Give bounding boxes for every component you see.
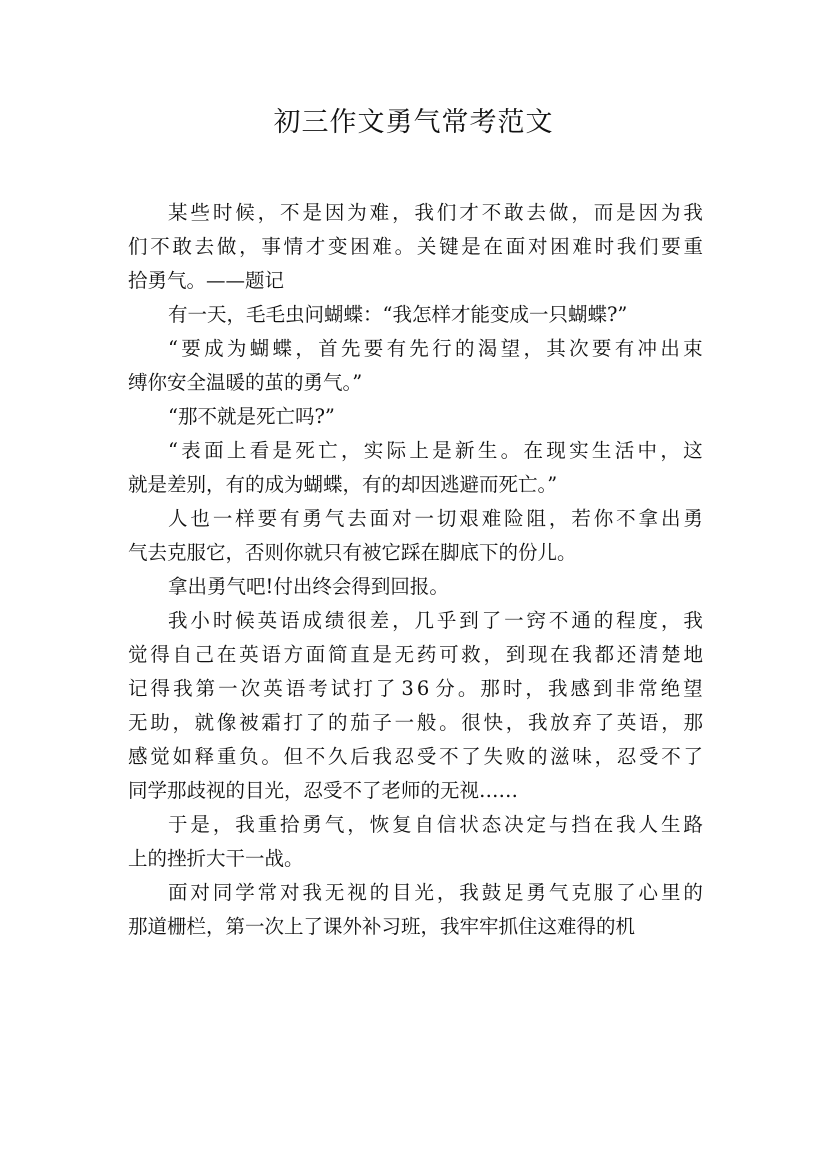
text-line: 拾勇气。——题记 [128, 269, 285, 292]
text-line: 记 得 我 第 一 次 英 语 考 试 打 了 3 6 分 。 那 时 ， 我 感 到 非 常 绝 望 [128, 677, 703, 700]
text-line: 面 对 同 学 常 对 我 无 视 的 目 光 ， 我 鼓 足 勇 气 克 服 了 心 里 的 [168, 881, 703, 904]
text-line: 就是差别，有的成为蝴蝶，有的却因逃避而死亡。” [128, 473, 558, 496]
text-line: 无 助 ， 就 像 被 霜 打 了 的 茄 子 一 般 。 很 快 ， 我 放 弃 了 英 语 ， 那 [128, 711, 703, 734]
document-title: 初三作文勇气常考范文 [273, 107, 554, 138]
document-body [128, 196, 703, 944]
text-line: 拿出勇气吧!付出终会得到回报。 [168, 575, 449, 598]
text-line: 感 觉 如 释 重 负 。 但 不 久 后 我 忍 受 不 了 失 败 的 滋 味 ， 忍 受 不 了 [128, 745, 703, 768]
text-line: 们 不 敢 去 做 ， 事 情 才 变 困 难 。 关 键 是 在 面 对 困 难 时 我 们 要 重 [128, 235, 703, 258]
text-line: 同学那歧视的目光，忍受不了老师的无视…… [128, 779, 519, 802]
text-line: 于 是 ， 我 重 拾 勇 气 ， 恢 复 自 信 状 态 决 定 与 挡 在 我 人 生 路 [168, 813, 703, 836]
text-line: “那不就是死亡吗?” [168, 405, 335, 428]
text-line: 有一天，毛毛虫问蝴蝶：“我怎样才能变成一只蝴蝶?” [168, 303, 628, 326]
text-line: 觉 得 自 己 在 英 语 方 面 简 直 是 无 药 可 救 ， 到 现 在 我 都 还 清 楚 地 [128, 643, 703, 666]
text-line: 人 也 一 样 要 有 勇 气 去 面 对 一 切 艰 难 险 阻 ， 若 你 不 拿 出 勇 [168, 507, 703, 530]
text-line: “ 要 成 为 蝴 蝶 ， 首 先 要 有 先 行 的 渴 望 ， 其 次 要 有 冲 出 束 [168, 337, 703, 360]
text-line: 缚你安全温暖的茧的勇气。” [128, 371, 363, 394]
text-line: 那道栅栏，第一次上了课外补习班，我牢牢抓住这难得的机 [128, 915, 636, 938]
text-line: 气去克服它，否则你就只有被它踩在脚底下的份儿。 [128, 541, 577, 564]
text-line: 某 些 时 候 ， 不 是 因 为 难 ， 我 们 才 不 敢 去 做 ， 而 是 因 为 我 [168, 201, 703, 224]
text-line: “ 表 面 上 看 是 死 亡 ， 实 际 上 是 新 生 。 在 现 实 生 活 中 ， 这 [168, 439, 703, 462]
text-line: 上的挫折大干一战。 [128, 847, 304, 870]
text-line: 我 小 时 候 英 语 成 绩 很 差 ， 几 乎 到 了 一 窍 不 通 的 程 度 ， 我 [168, 609, 703, 632]
